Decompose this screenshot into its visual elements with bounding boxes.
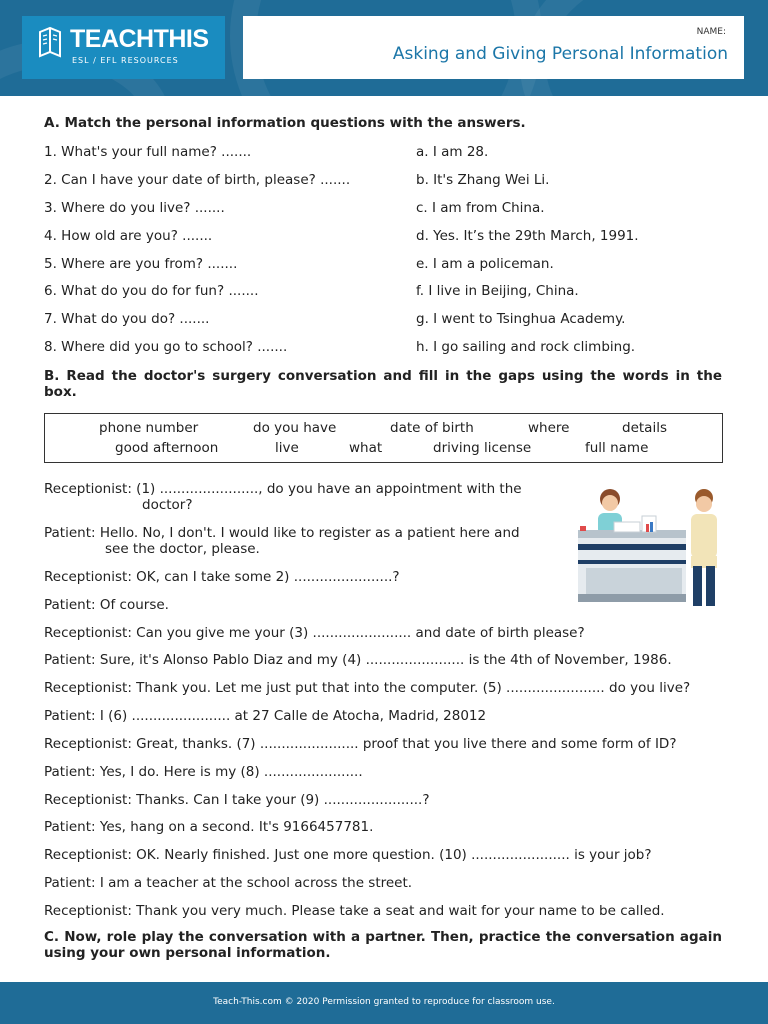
speaker-label: Patient: [44, 525, 96, 541]
dialog-text: Thanks. Can I take your (9) .......................? [136, 792, 430, 808]
dialog-text: I am a teacher at the school across the street. [99, 875, 413, 891]
question-item: 8. Where did you go to school? ....... [44, 339, 288, 355]
word-bank-item: full name [585, 440, 649, 456]
brand-subtitle: ESL / EFL RESOURCES [72, 56, 179, 65]
question-item: 3. Where do you live? ....... [44, 200, 225, 216]
answer-item: d. Yes. It’s the 29th March, 1991. [416, 228, 639, 244]
answer-item: h. I go sailing and rock climbing. [416, 339, 636, 355]
dialog-text: Yes, I do. Here is my (8) ....................... [99, 764, 363, 780]
dialog-line [44, 652, 672, 668]
dialog-text-continued: doctor? [142, 497, 193, 513]
speaker-label: Patient: [44, 708, 96, 724]
title-panel [243, 16, 744, 79]
answer-item: e. I am a policeman. [416, 256, 554, 272]
word-bank-item: where [528, 420, 570, 436]
worksheet-title: Asking and Giving Personal Information [392, 44, 728, 64]
question-item: 1. What's your full name? ....... [44, 144, 252, 160]
dialog-text: Thank you very much. Please take a seat and wait for your name to be called. [136, 903, 665, 919]
word-bank-box [44, 413, 723, 463]
speaker-label: Receptionist: [44, 625, 132, 641]
dialog-line [44, 764, 363, 780]
footer-copyright: Teach-This.com © 2020 Permission granted to reproduce for classroom use. [213, 997, 555, 1007]
dialog-line [44, 625, 585, 641]
dialog-line [44, 792, 429, 808]
dialog-line [44, 736, 676, 752]
section-c-heading: C. Now, role play the conversation with a partner. Then, practice the conversation again using your own personal information. [44, 929, 722, 961]
dialog-line [44, 525, 570, 557]
answer-item: f. I live in Beijing, China. [416, 283, 579, 299]
speaker-label: Patient: [44, 652, 96, 668]
dialog-text: Hello. No, I don't. I would like to register as a patient here and [99, 525, 520, 541]
speaker-label: Receptionist: [44, 736, 132, 752]
footer-bar [0, 982, 768, 1024]
speaker-label: Patient: [44, 819, 96, 835]
speaker-label: Patient: [44, 764, 96, 780]
dialog-text: (1) ......................., do you have an appointment with the [136, 481, 522, 497]
dialog-line [44, 680, 690, 696]
dialog-text: Yes, hang on a second. It's 9166457781. [99, 819, 374, 835]
word-bank-item: what [349, 440, 383, 456]
answer-item: a. I am 28. [416, 144, 489, 160]
speaker-label: Patient: [44, 597, 96, 613]
word-bank-item: live [275, 440, 299, 456]
answer-item: g. I went to Tsinghua Academy. [416, 311, 626, 327]
dialog-text: OK. Nearly finished. Just one more question. (10) ....................... is your job? [136, 847, 652, 863]
word-bank-item: phone number [99, 420, 199, 436]
question-item: 7. What do you do? ....... [44, 311, 210, 327]
dialog-line [44, 708, 486, 724]
dialog-line [44, 819, 373, 835]
speaker-label: Receptionist: [44, 680, 132, 696]
answer-item: b. It's Zhang Wei Li. [416, 172, 550, 188]
speaker-label: Receptionist: [44, 847, 132, 863]
dialog-text-continued: see the doctor, please. [105, 541, 260, 557]
dialog-line [44, 875, 412, 891]
question-item: 6. What do you do for fun? ....... [44, 283, 259, 299]
answer-item: c. I am from China. [416, 200, 545, 216]
word-bank-item: do you have [253, 420, 337, 436]
word-bank-item: driving license [433, 440, 532, 456]
dialog-text: Can you give me your (3) ....................... and date of birth please? [136, 625, 585, 641]
word-bank-item: good afternoon [115, 440, 219, 456]
question-item: 4. How old are you? ....... [44, 228, 213, 244]
dialog-text: Sure, it's Alonso Pablo Diaz and my (4) ....................... is the 4th of November, 1986. [99, 652, 672, 668]
speaker-label: Receptionist: [44, 481, 132, 497]
speaker-label: Patient: [44, 875, 96, 891]
header-banner [0, 0, 768, 96]
brand-name: TEACHTHIS [70, 25, 209, 53]
dialog-line [44, 481, 570, 513]
question-item: 5. Where are you from? ....... [44, 256, 238, 272]
name-label: NAME: [696, 27, 726, 37]
section-a-heading: A. Match the personal information questions with the answers. [44, 115, 526, 131]
dialog-text: I (6) ....................... at 27 Calle de Atocha, Madrid, 28012 [99, 708, 487, 724]
book-icon [36, 26, 64, 60]
word-bank-item: date of birth [390, 420, 474, 436]
word-bank-item: details [622, 420, 667, 436]
patient-figure [691, 489, 717, 606]
question-item: 2. Can I have your date of birth, please? ....... [44, 172, 351, 188]
dialog-line [44, 597, 169, 613]
speaker-label: Receptionist: [44, 569, 132, 585]
dialog-text: Thank you. Let me just put that into the computer. (5) ....................... do you live? [136, 680, 691, 696]
dialog-line [44, 847, 652, 863]
section-b-heading: B. Read the doctor's surgery conversation and fill in the gaps using the words in the box. [44, 368, 722, 400]
dialog-text: Of course. [99, 597, 169, 613]
dialog-text: Great, thanks. (7) ....................... proof that you live there and some form of ID? [136, 736, 677, 752]
teachthis-logo[interactable] [22, 16, 225, 79]
reception-desk-illustration [576, 486, 726, 610]
dialog-text: OK, can I take some 2) .......................? [136, 569, 400, 585]
dialog-line [44, 569, 400, 585]
speaker-label: Receptionist: [44, 792, 132, 808]
dialog-line [44, 903, 665, 919]
speaker-label: Receptionist: [44, 903, 132, 919]
